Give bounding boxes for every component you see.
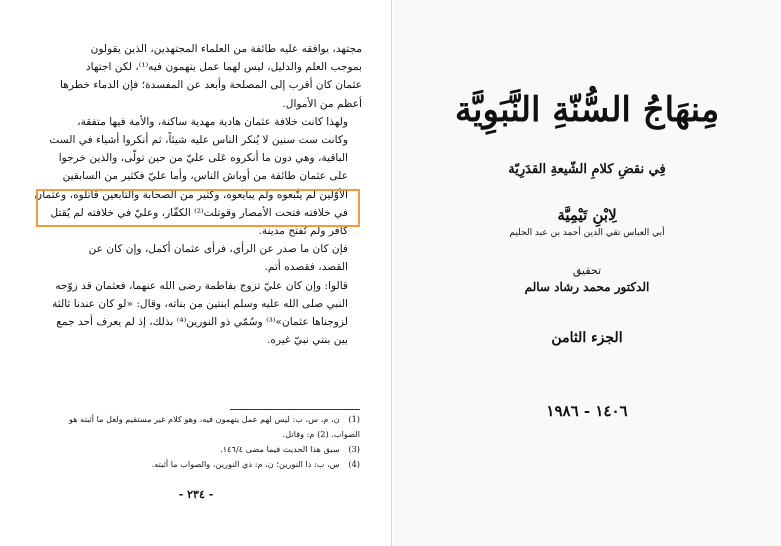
text-line: على عثمان طائفة من أوباش الناس، وأما عليّ فكثير من السابقين <box>62 170 348 183</box>
paragraph-4 <box>22 277 362 350</box>
footnote-text: ن، م، س، ب: ليس لهم عمل يتهمون فيه، وهو كلام غير مستقيم ولعل ما أثبته هو الصواب. (2) م: وقاتل. <box>69 414 360 439</box>
footnotes <box>44 412 360 472</box>
footnote-number: (3) <box>348 444 360 454</box>
text-line: عثمان كان أقرب إلى المصلحة وأبعد عن المفسدة؛ فإن الدماء خطرها <box>60 79 362 92</box>
text-line: قالوا: وإن كان عليّ تزوج بفاطمة رضى الله عنهما، فعثمان قد زوّجه <box>55 279 348 292</box>
paragraph-3 <box>22 240 362 276</box>
text-line: لزوجناها عثمان»⁽³⁾ وسُمّي ذو النورين⁽⁴⁾ بذلك، إذ لم يعرف أحد جمع <box>56 316 348 329</box>
text-line: النبي صلى الله عليه وسلم ابنتين من بناته، وقال: «لو كان عندنا ثالثة <box>52 297 348 310</box>
tahqiq-label: تحقيق <box>572 264 602 277</box>
footnote-text: س، ب: ذا النورين؛ ن، م: ذي النورين، والصواب ما أثبته. <box>151 459 340 469</box>
text-line: بموجب العلم والدليل، ليس لهما عمل يتهمون فيه⁽¹⁾، لكن اجتهاد <box>85 61 362 74</box>
footnote-4 <box>44 457 360 472</box>
paragraph-1 <box>22 40 362 113</box>
book-author: لِابْنِ تَيْمِيَّة <box>557 206 617 224</box>
volume-label: الجزء الثامن <box>551 330 623 346</box>
text-line: أعظم من الأموال. <box>282 97 362 110</box>
footnote-3 <box>44 442 360 457</box>
right-page <box>393 0 781 546</box>
text-line: الأوّلين لم يتَّبعوه ولم يبايعوه، وكثير من الصحابة والتابعين قاتلوه، وعثمان <box>34 188 348 201</box>
footnote-number: (1) <box>348 414 360 424</box>
book-subtitle: فِي نقضِ كلامِ الشّيعةِ القدَرِيّة <box>508 162 666 177</box>
publication-date: ١٤٠٦ - ١٩٨٦ <box>546 402 628 420</box>
book-editor: الدكتور محمد رشاد سالم <box>524 280 650 294</box>
book-title: مِنهَاجُ السُّنّةِ النَّبَوِيَّة <box>454 90 720 130</box>
text-line: الباقية، وهي دون ما أنكروه عَلى عليّ من حين تولّى، والذين خرجوا <box>58 152 348 165</box>
text-line: كافر ولم تُفتح مدينة. <box>258 225 348 238</box>
text-line: ولهذا كانت خلافة عثمان هادية مهدية ساكنة، والأمة فيها متفقة، <box>77 115 348 128</box>
text-line: وكانت ست سنين لا يُنكر الناس عليه شيئاً، ثم أنكروا أشياء في الست <box>49 134 348 147</box>
page-number: - ٢٣٤ - <box>178 488 214 501</box>
footnote-number: (4) <box>348 459 360 469</box>
text-line: القصد، فقصده أتم. <box>264 261 348 274</box>
footnote-1 <box>44 412 360 442</box>
text-line: بين بنتي نبيّ غيره. <box>267 334 348 347</box>
text-line: مجتهد، يوافقه عليه طائفة من العلماء المجتهدين، الذين يقولون <box>90 43 362 55</box>
highlight-box <box>36 189 360 227</box>
text-line: فإن كان ما صدر عن الرأي، فرأى عثمان أكمل، وإن كان عن <box>88 243 348 256</box>
text-line: في خلافته فتحت الأمصار وقوتلت⁽²⁾ الكفّار، وعليّ في خلافته لم يُقتل <box>50 206 348 219</box>
book-author-full-name: أبي العباس تقي الدين أحمد بن عبد الحليم <box>509 228 665 238</box>
footnote-divider <box>230 409 360 410</box>
footnote-text: سبق هذا الحديث فيما مضى ١٤٦/٤. <box>220 444 340 454</box>
